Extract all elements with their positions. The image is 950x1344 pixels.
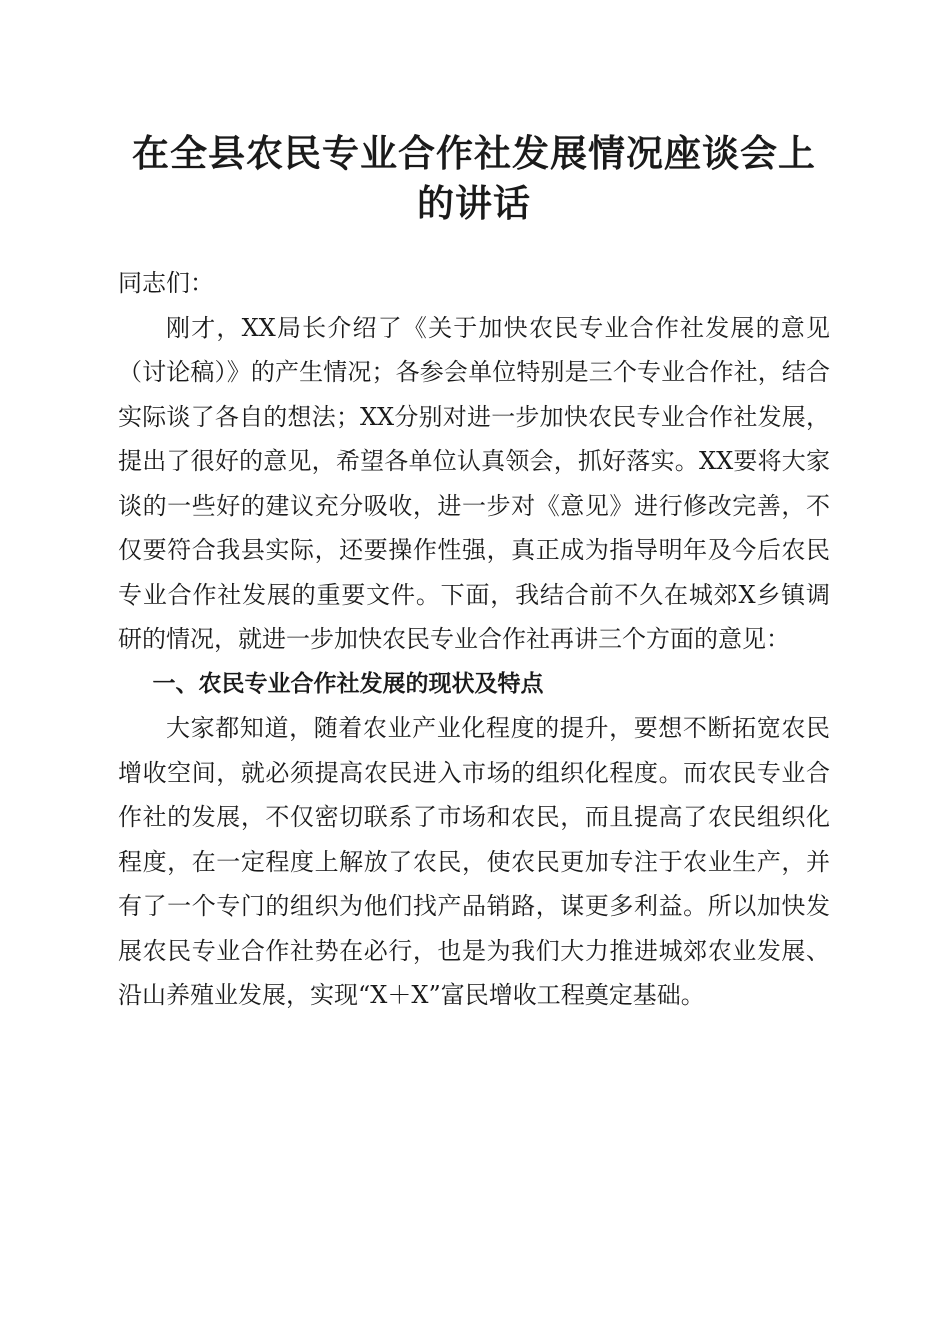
document-title: 在全县农民专业合作社发展情况座谈会上的讲话: [132, 131, 816, 225]
section-heading: 一、农民专业合作社发展的现状及特点: [152, 670, 544, 697]
document-body: [118, 261, 830, 1018]
document-page: [118, 128, 830, 1018]
paragraph-status: 大家都知道，随着农业产业化程度的提升，要想不断拓宽农民增收空间，就必须提高农民进入市场的组织化程度。而农民专业合作社的发展，不仅密切联系了市场和农民，而且提高了农民组织化程度，在一定程度上解放了农民，使农民更加专注于农业生产，并有了一个专门的组织为他们找产品销路，谋更多利益。所以加快发展农民专业合作社势在必行，也是为我们大力推进城郊农业发展、沿山养殖业发展，实现“X＋X”富民增收工程奠定基础。: [118, 714, 830, 1009]
salutation: 同志们：: [118, 269, 214, 297]
paragraph-intro: 刚才，XX局长介绍了《关于加快农民专业合作社发展的意见（讨论稿）》的产生情况；各参会单位特别是三个专业合作社，结合实际谈了各自的想法；XX分别对进一步加快农民专业合作社发展，提出了很好的意见，希望各单位认真领会，抓好落实。XX要将大家谈的一些好的建议充分吸收，进一步对《意见》进行修改完善，不仅要符合我县实际，还要操作性强，真正成为指导明年及今后农民专业合作社发展的重要文件。下面，我结合前不久在城郊X乡镇调研的情况，就进一步加快农民专业合作社再讲三个方面的意见：: [118, 313, 830, 653]
